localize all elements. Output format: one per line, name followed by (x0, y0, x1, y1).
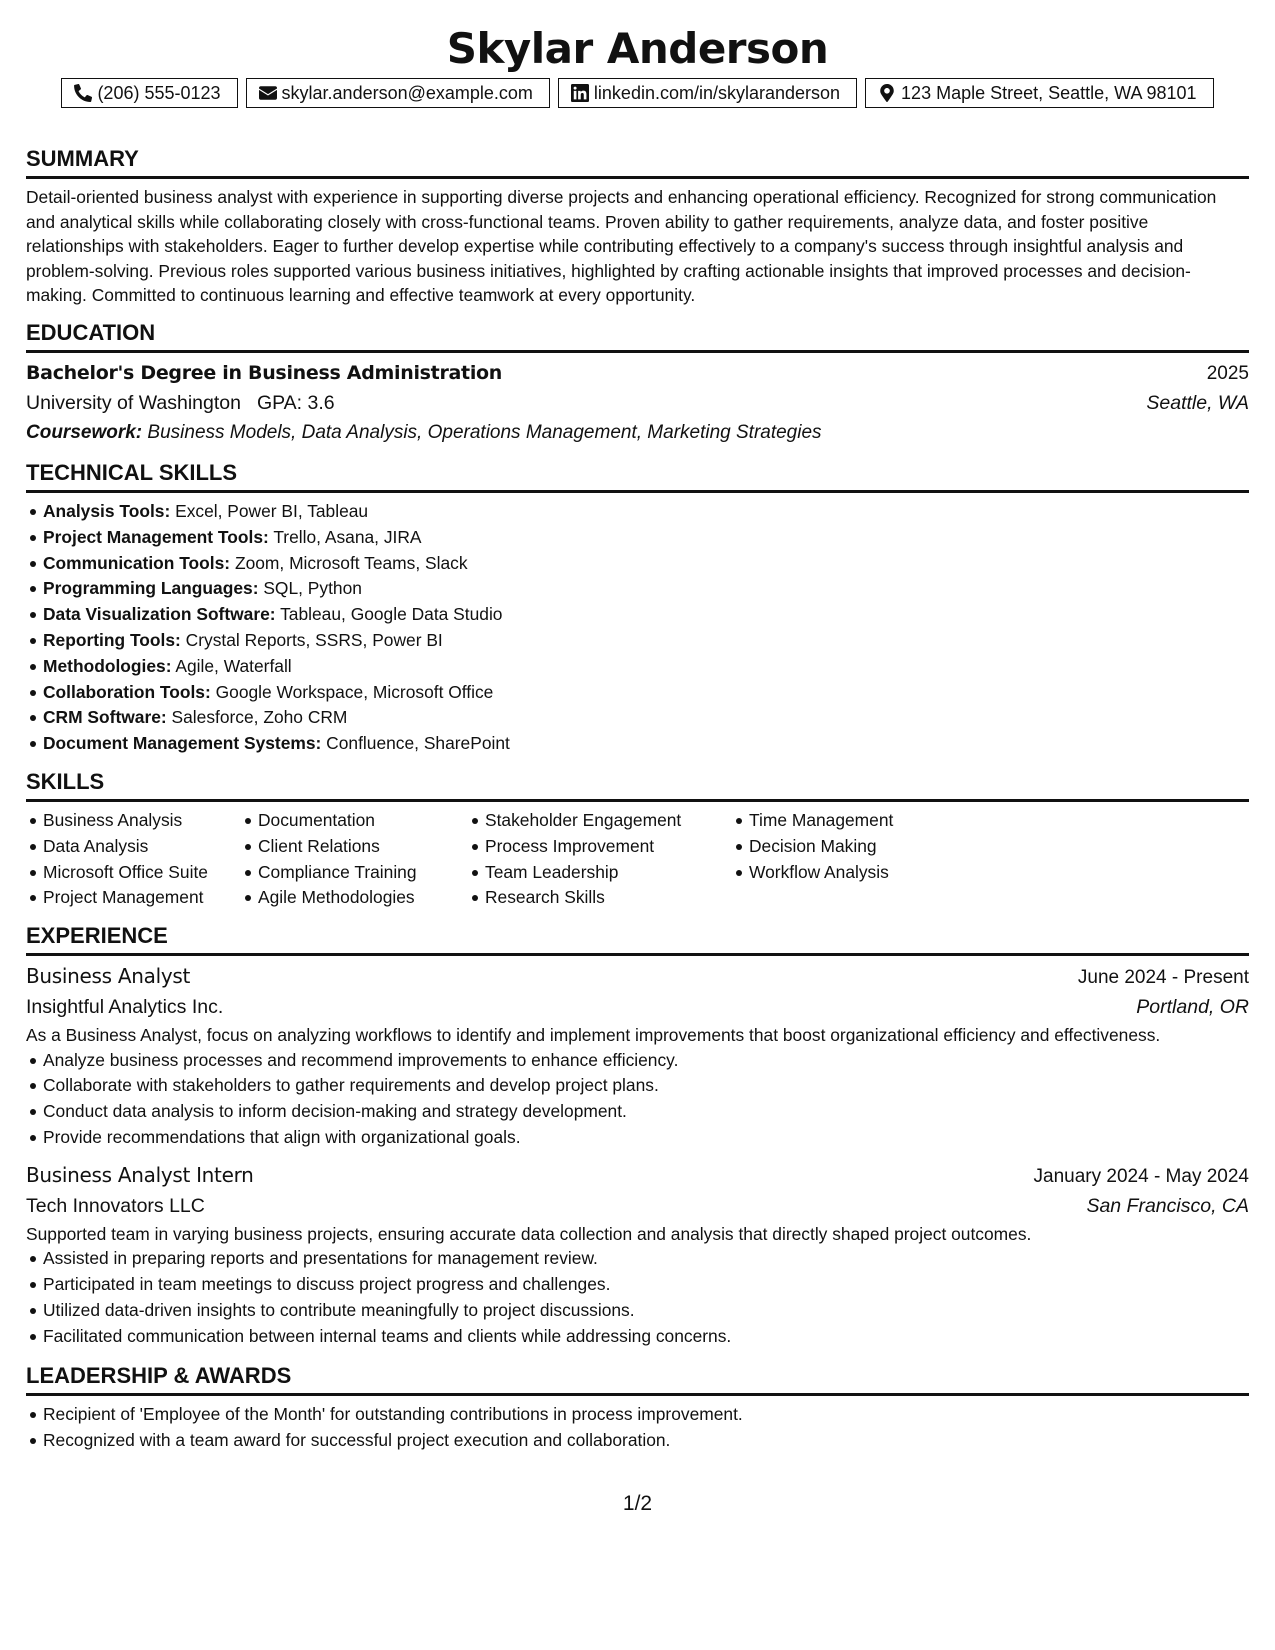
gpa: GPA: 3.6 (256, 391, 335, 414)
list-item: Assisted in preparing reports and presentations for management review. (26, 1246, 1249, 1272)
technical-skills-section (26, 460, 1249, 757)
skill-label: Reporting Tools: (43, 629, 181, 650)
list-item (26, 499, 1249, 525)
skill-value: Excel, Power BI, Tableau (175, 500, 369, 521)
list-item (26, 551, 1249, 577)
list-item: Recipient of 'Employee of the Month' for outstanding contributions in process improvement. (26, 1402, 1249, 1428)
job-bullets (26, 1246, 1249, 1349)
job-company-row (26, 1191, 1249, 1221)
job-description: Supported team in varying business projects, ensuring accurate data collection and analysis that directly shaped project outcomes. (26, 1223, 1032, 1244)
list-item: Research Skills (468, 885, 710, 911)
list-item (26, 654, 1249, 680)
section-title: EDUCATION (26, 320, 1249, 353)
job-location: San Francisco, CA (1086, 1194, 1249, 1217)
skill-label: CRM Software: (43, 707, 167, 728)
email-text: skylar.anderson@example.com (281, 82, 533, 103)
job-bullets (26, 1048, 1249, 1151)
skill-label: Communication Tools: (43, 552, 231, 573)
skill-value: Confluence, SharePoint (326, 733, 510, 754)
phone-text: (206) 555-0123 (97, 82, 221, 103)
job-title: Business Analyst Intern (26, 1162, 254, 1187)
skill-value: Zoom, Microsoft Teams, Slack (234, 552, 468, 573)
list-item (26, 628, 1249, 654)
summary-text: Detail-oriented business analyst with experience in supporting diverse projects and enhancing operational efficiency. Recognized for strong communication and analytical skills while collaborating closely with cross-functional teams. Proven ability to gather requirements, analyze data, and foster positive relationships with stakeholders. Eager to further develop expertise while contributing effectively to a company's success through insightful analysis and problem-solving. Previous roles supported various business initiatives, highlighted by crafting actionable insights that improved processes and decision-making. Committed to continuous learning and effective teamwork at every opportunity. (26, 187, 1217, 306)
list-item: Data Analysis (26, 834, 219, 860)
page-number: 1/2 (622, 1492, 653, 1515)
linkedin-icon (571, 84, 589, 102)
skill-label: Project Management Tools: (43, 526, 269, 547)
list-item: Compliance Training (241, 860, 446, 886)
skill-value: Salesforce, Zoho CRM (171, 707, 348, 728)
skills-grid (26, 808, 1249, 911)
list-item: Analyze business processes and recommend improvements to enhance efficiency. (26, 1048, 1249, 1074)
contact-phone[interactable] (61, 78, 237, 108)
map-marker-icon (878, 84, 896, 102)
skills-column (26, 808, 219, 911)
envelope-icon (259, 84, 277, 102)
job-company-row (26, 992, 1249, 1022)
resume-page (26, 0, 1249, 1454)
list-item: Microsoft Office Suite (26, 860, 219, 886)
section-title: EXPERIENCE (26, 923, 1249, 956)
school-location: Seattle, WA (1146, 391, 1249, 414)
skills-column (468, 808, 710, 911)
list-item: Decision Making (732, 834, 962, 860)
skill-label: Programming Languages: (43, 578, 259, 599)
list-item (26, 602, 1249, 628)
list-item: Client Relations (241, 834, 446, 860)
list-item (26, 705, 1249, 731)
list-item: Process Improvement (468, 834, 710, 860)
skill-value: Google Workspace, Microsoft Office (215, 681, 494, 702)
school-name: University of Washington (26, 391, 241, 414)
list-item: Project Management (26, 885, 219, 911)
list-item: Stakeholder Engagement (468, 808, 710, 834)
education-school-row (26, 388, 1249, 418)
skills-section (26, 769, 1249, 911)
list-item: Recognized with a team award for successful project execution and collaboration. (26, 1428, 1249, 1454)
skill-label: Document Management Systems: (43, 733, 322, 754)
experience-section (26, 923, 1249, 1349)
contact-address (865, 78, 1214, 108)
skills-column (241, 808, 446, 911)
list-item: Workflow Analysis (732, 860, 962, 886)
skill-value: Crystal Reports, SSRS, Power BI (185, 629, 443, 650)
list-item: Facilitated communication between internal teams and clients while addressing concerns. (26, 1324, 1249, 1350)
contact-linkedin[interactable] (558, 78, 857, 108)
job-description: As a Business Analyst, focus on analyzing workflows to identify and implement improvements that boost organizational efficiency and effectiveness. (26, 1025, 1161, 1046)
address-text: 123 Maple Street, Seattle, WA 98101 (901, 82, 1197, 103)
list-item (26, 576, 1249, 602)
awards-section (26, 1363, 1249, 1454)
job-entry (26, 1161, 1249, 1350)
school (26, 388, 335, 418)
contact-bar (26, 78, 1249, 108)
education-section (26, 320, 1249, 448)
contact-email[interactable] (246, 78, 550, 108)
skill-label: Analysis Tools: (43, 500, 171, 521)
graduation-year: 2025 (1206, 362, 1249, 384)
summary-section (26, 146, 1249, 308)
skills-column (732, 808, 962, 911)
list-item: Collaborate with stakeholders to gather requirements and develop project plans. (26, 1073, 1249, 1099)
list-item: Conduct data analysis to inform decision-making and strategy development. (26, 1099, 1249, 1125)
job-title: Business Analyst (26, 964, 191, 989)
phone-icon (74, 84, 92, 102)
list-item (26, 525, 1249, 551)
awards-list (26, 1402, 1249, 1454)
education-row (26, 359, 1249, 388)
job-location: Portland, OR (1136, 996, 1249, 1019)
job-dates: June 2024 - Present (1077, 967, 1249, 989)
skill-value: Trello, Asana, JIRA (273, 526, 422, 547)
skill-label: Methodologies: (43, 655, 172, 676)
linkedin-text: linkedin.com/in/skylaranderson (593, 82, 841, 103)
job-header (26, 1161, 1249, 1191)
coursework (26, 418, 1249, 448)
skill-value: SQL, Python (263, 578, 362, 599)
skill-value: Agile, Waterfall (175, 655, 292, 676)
list-item (26, 680, 1249, 706)
coursework-list: Business Models, Data Analysis, Operations Management, Marketing Strategies (147, 421, 822, 443)
skill-label: Collaboration Tools: (43, 681, 211, 702)
list-item: Documentation (241, 808, 446, 834)
list-item: Provide recommendations that align with organizational goals. (26, 1125, 1249, 1151)
list-item (26, 731, 1249, 757)
skill-value: Tableau, Google Data Studio (280, 604, 503, 625)
skill-label: Data Visualization Software: (43, 604, 276, 625)
list-item: Time Management (732, 808, 962, 834)
list-item: Business Analysis (26, 808, 219, 834)
job-entry (26, 962, 1249, 1151)
company: Tech Innovators LLC (26, 1194, 205, 1217)
section-title: SUMMARY (26, 146, 1249, 179)
section-title: SKILLS (26, 769, 1249, 802)
job-dates: January 2024 - May 2024 (1033, 1165, 1249, 1187)
job-header (26, 962, 1249, 992)
list-item: Utilized data-driven insights to contribute meaningfully to project discussions. (26, 1298, 1249, 1324)
candidate-name: Skylar Anderson (446, 24, 829, 73)
list-item: Team Leadership (468, 860, 710, 886)
section-title: TECHNICAL SKILLS (26, 460, 1249, 493)
section-title: LEADERSHIP & AWARDS (26, 1363, 1249, 1396)
degree: Bachelor's Degree in Business Administration (26, 361, 503, 384)
list-item: Agile Methodologies (241, 885, 446, 911)
company: Insightful Analytics Inc. (26, 996, 224, 1019)
coursework-label: Coursework: (26, 421, 143, 443)
list-item: Participated in team meetings to discuss project progress and challenges. (26, 1272, 1249, 1298)
technical-skills-list (26, 499, 1249, 757)
